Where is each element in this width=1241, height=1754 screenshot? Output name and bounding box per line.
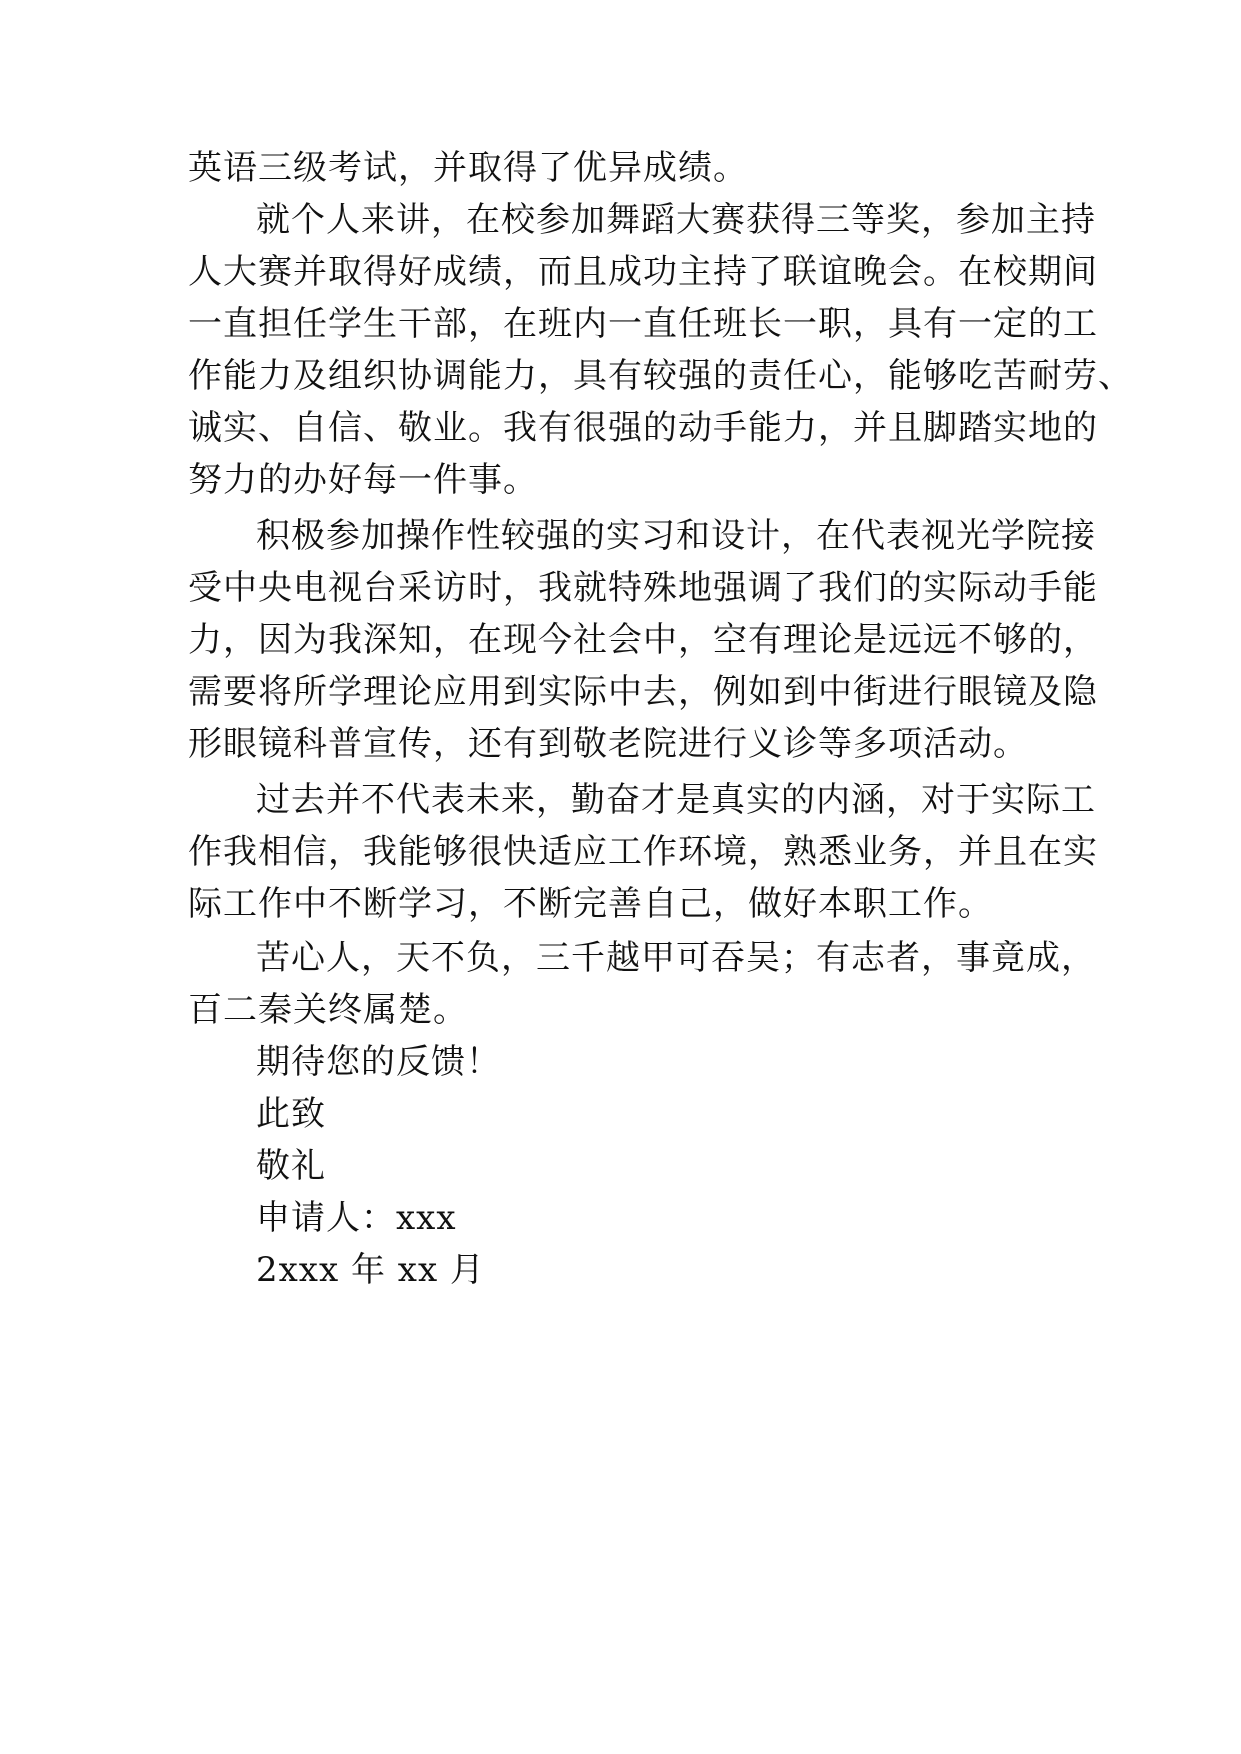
paragraph-line: 形眼镜科普宣传，还有到敬老院进行义诊等多项活动。: [188, 724, 1028, 764]
closing-expect-feedback: 期待您的反馈！: [256, 1042, 501, 1082]
date-line: 2xxx 年 xx 月: [256, 1250, 485, 1290]
paragraph-line: 百二秦关终属楚。: [188, 990, 468, 1030]
paragraph-line: 积极参加操作性较强的实习和设计，在代表视光学院接: [256, 516, 1096, 556]
paragraph-line: 诚实、自信、敬业。我有很强的动手能力，并且脚踏实地的: [188, 408, 1098, 448]
paragraph-line: 作我相信，我能够很快适应工作环境，熟悉业务，并且在实: [188, 832, 1098, 872]
closing-cizhi: 此致: [256, 1094, 326, 1134]
paragraph-line: 需要将所学理论应用到实际中去，例如到中街进行眼镜及隐: [188, 672, 1098, 712]
closing-jingli: 敬礼: [256, 1146, 326, 1186]
paragraph-line: 人大赛并取得好成绩，而且成功主持了联谊晚会。在校期间: [188, 252, 1098, 292]
paragraph-line: 作能力及组织协调能力，具有较强的责任心，能够吃苦耐劳、: [188, 356, 1133, 396]
paragraph-line: 力，因为我深知，在现今社会中，空有理论是远远不够的，: [188, 620, 1098, 660]
paragraph-line: 英语三级考试，并取得了优异成绩。: [188, 148, 748, 188]
paragraph-line: 际工作中不断学习，不断完善自己，做好本职工作。: [188, 884, 993, 924]
paragraph-line: 努力的办好每一件事。: [188, 460, 538, 500]
paragraph-line: 过去并不代表未来，勤奋才是真实的内涵，对于实际工: [256, 780, 1096, 820]
paragraph-line: 受中央电视台采访时，我就特殊地强调了我们的实际动手能: [188, 568, 1098, 608]
paragraph-line: 苦心人，天不负，三千越甲可吞吴；有志者，事竟成，: [256, 938, 1096, 978]
applicant-signature: 申请人：xxx: [256, 1198, 457, 1238]
paragraph-line: 一直担任学生干部，在班内一直任班长一职，具有一定的工: [188, 304, 1098, 344]
paragraph-line: 就个人来讲，在校参加舞蹈大赛获得三等奖，参加主持: [256, 200, 1096, 240]
